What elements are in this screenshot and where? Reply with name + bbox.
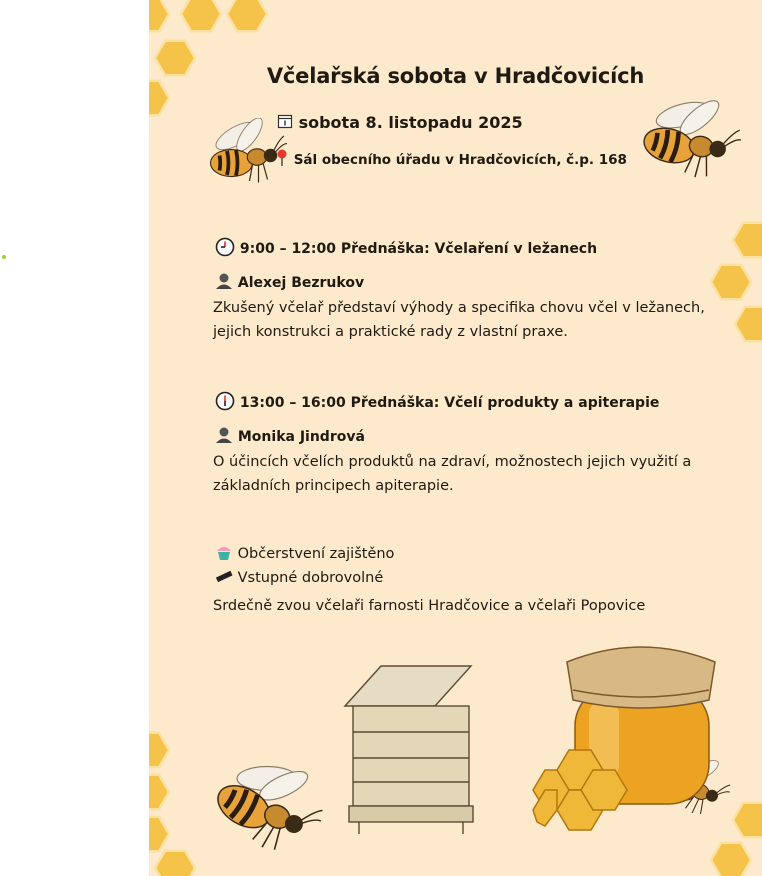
lecture-1-heading-text: 9:00 – 12:00 Přednáška: Včelaření v ležanech — [239, 241, 598, 257]
ticket-icon — [215, 569, 233, 587]
stray-dot — [2, 255, 6, 259]
lecture-2-heading-text: 13:00 – 16:00 Přednáška: Včelí produkty a apiterapie — [239, 395, 660, 411]
lecture-1-speaker — [215, 272, 364, 294]
person-icon — [215, 426, 233, 448]
invitation-text: Srdečně zvou včelaři farnosti Hradčovice a včelaři Popovice — [213, 598, 646, 614]
cupcake-icon — [215, 543, 233, 565]
lecture-1-description: Zkušený včelař představí výhody a specifika chovu včel v ležanech, jejich konstrukci a praktické rady z vlastní praxe. — [213, 300, 705, 340]
page-title: Včelařská sobota v Hradčovicích — [266, 64, 645, 88]
lecture-2-speaker — [215, 426, 365, 448]
calendar-icon — [277, 113, 293, 133]
entry-text: Vstupné dobrovolné — [237, 570, 384, 586]
event-location — [275, 149, 627, 171]
refreshment-note — [215, 543, 394, 565]
event-date-text: sobota 8. listopadu 2025 — [298, 113, 523, 132]
clock-icon — [215, 237, 235, 261]
event-date — [277, 112, 523, 133]
entry-note — [215, 569, 383, 587]
lecture-2-heading — [215, 391, 659, 415]
event-location-text: Sál obecního úřadu v Hradčovicích, č.p. 168 — [293, 152, 627, 168]
refreshment-text: Občerstvení zajištěno — [237, 546, 395, 562]
clock-icon — [215, 391, 235, 415]
lecture-1-heading — [215, 237, 597, 261]
person-icon — [215, 272, 233, 294]
event-poster — [149, 0, 762, 876]
lecture-2-speaker-name: Monika Jindrová — [237, 429, 365, 445]
lecture-1-speaker-name: Alexej Bezrukov — [237, 275, 365, 291]
pushpin-icon — [275, 149, 289, 171]
lecture-2-description: O účincích včelích produktů na zdraví, možnostech jejich využití a základních principech apiterapie. — [213, 454, 692, 494]
